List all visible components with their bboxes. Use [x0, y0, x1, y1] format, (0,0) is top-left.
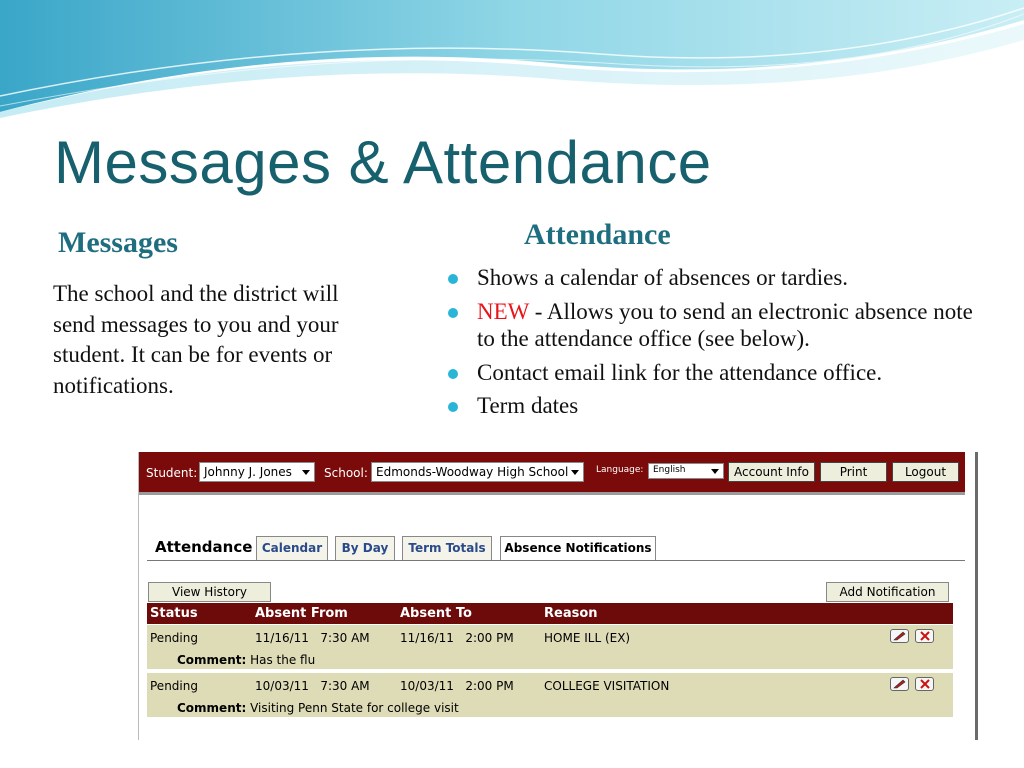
row-absent-to: 11/16/11 2:00 PM: [400, 631, 514, 645]
app-topbar: [139, 452, 965, 495]
chevron-down-icon: [302, 470, 310, 475]
bullet-item: Shows a calendar of absences or tardies.: [446, 264, 986, 292]
row-reason: COLLEGE VISITATION: [544, 679, 670, 693]
table-row: [147, 625, 953, 669]
language-select[interactable]: English: [648, 463, 724, 479]
attendance-heading: Attendance: [524, 218, 671, 251]
new-highlight: NEW: [477, 298, 529, 324]
bullet-item: Term dates: [446, 392, 986, 420]
edit-icon[interactable]: [890, 629, 909, 643]
column-header-absent-to: Absent To: [400, 606, 472, 621]
row-comment: Comment: Has the flu: [177, 653, 316, 667]
messages-body: The school and the district will send messages to you and your student. It can be for events or notifications.: [53, 281, 339, 398]
header-wave-decoration: [0, 0, 1024, 120]
delete-icon[interactable]: [915, 629, 934, 643]
row-absent-to: 10/03/11 2:00 PM: [400, 679, 514, 693]
student-label: Student:: [146, 466, 198, 480]
bullet-item: NEW - Allows you to send an electronic absence note to the attendance office (see below).: [446, 298, 986, 353]
row-absent-from: 10/03/11 7:30 AM: [255, 679, 370, 693]
bullet-dot-icon: [448, 402, 458, 412]
tab-term-totals[interactable]: Term Totals: [402, 536, 492, 560]
column-header-reason: Reason: [544, 606, 598, 621]
bullet-dot-icon: [448, 369, 458, 379]
delete-icon[interactable]: [915, 677, 934, 691]
student-select[interactable]: Johnny J. Jones: [199, 462, 315, 482]
row-reason: HOME ILL (EX): [544, 631, 631, 645]
row-status: Pending: [150, 679, 198, 693]
column-header-status: Status: [150, 606, 198, 621]
add-notification-button[interactable]: Add Notification: [826, 582, 949, 602]
messages-heading: Messages: [58, 226, 178, 259]
tab-by-day[interactable]: By Day: [335, 536, 395, 560]
slide-title: Messages & Attendance: [54, 129, 712, 196]
chevron-down-icon: [571, 470, 579, 475]
bullet-item: Contact email link for the attendance office.: [446, 359, 986, 387]
account-info-button[interactable]: Account Info: [728, 462, 815, 482]
table-row: [147, 673, 953, 717]
row-comment: Comment: Visiting Penn State for college visit: [177, 701, 459, 715]
school-select[interactable]: Edmonds-Woodway High School: [371, 462, 584, 482]
row-absent-from: 11/16/11 7:30 AM: [255, 631, 370, 645]
attendance-page-title: Attendance: [155, 538, 253, 556]
bullet-dot-icon: [448, 274, 458, 284]
edit-icon[interactable]: [890, 677, 909, 691]
chevron-down-icon: [711, 469, 719, 474]
school-label: School:: [324, 466, 368, 480]
tab-calendar[interactable]: Calendar: [256, 536, 328, 560]
column-header-absent-from: Absent From: [255, 606, 348, 621]
attendance-app-screenshot: [138, 452, 978, 740]
logout-button[interactable]: Logout: [892, 462, 959, 482]
language-label: Language:: [596, 465, 644, 475]
row-status: Pending: [150, 631, 198, 645]
attendance-bullet-list: [446, 264, 986, 426]
print-button[interactable]: Print: [820, 462, 887, 482]
view-history-button[interactable]: View History: [148, 582, 271, 602]
notifications-table-header: [147, 603, 953, 624]
tab-divider: [147, 560, 965, 561]
bullet-dot-icon: [448, 308, 458, 318]
tab-absence-notifications[interactable]: Absence Notifications: [500, 536, 656, 561]
